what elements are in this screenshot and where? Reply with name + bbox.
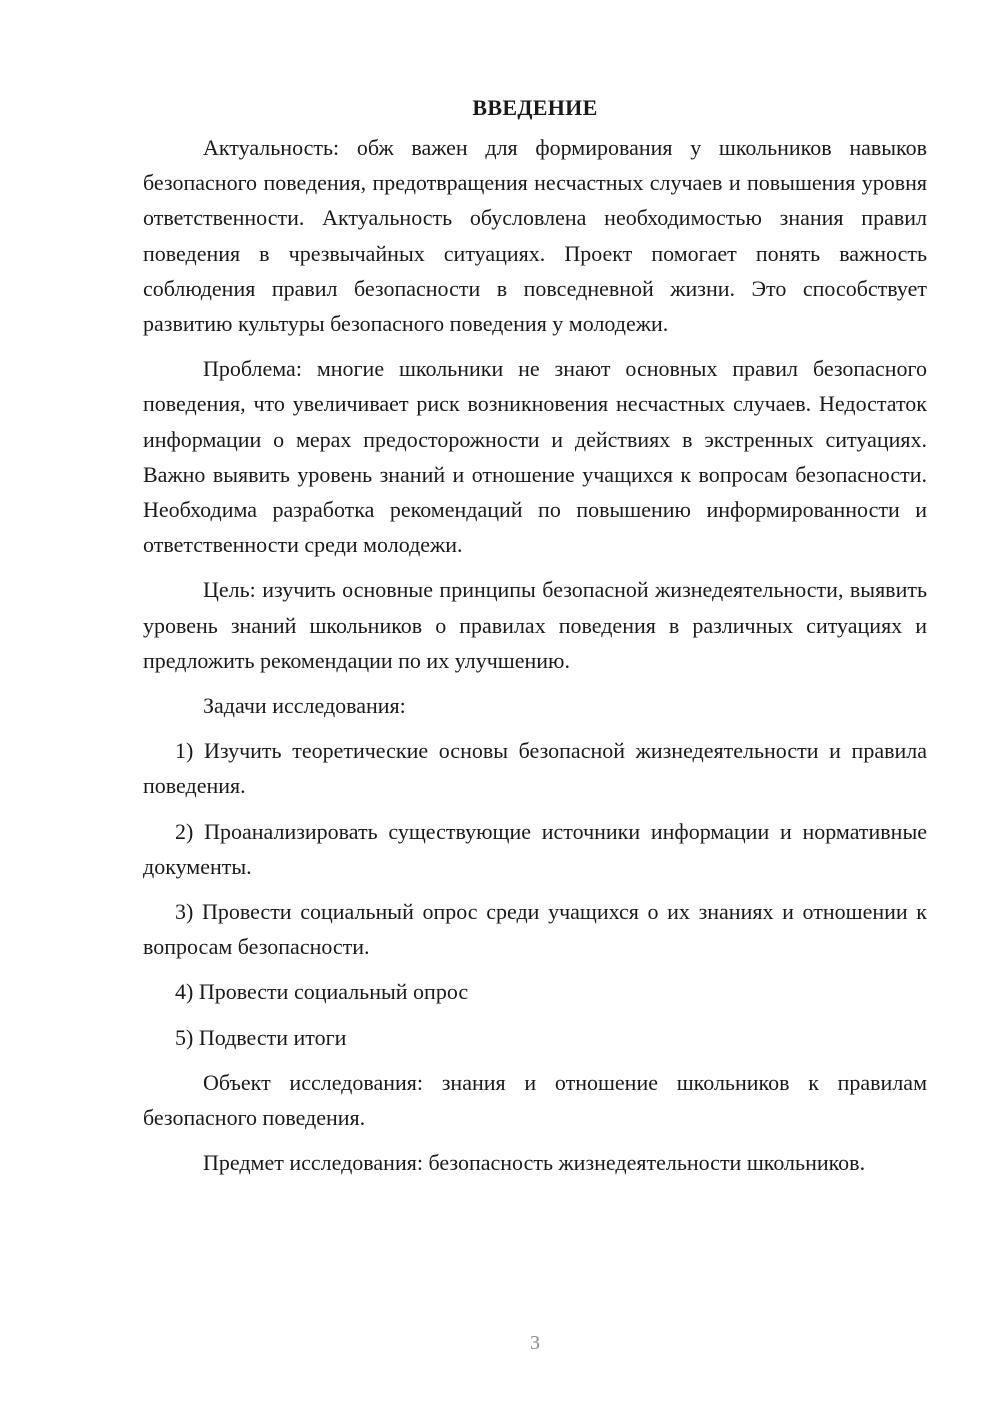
paragraph-problem: Проблема: многие школьники не знают основных правил безопасного поведения, что увеличивает риск возникновения несчастных случаев. Недостаток информации о мерах предосторожности и действиях в экстренных ситуациях. Важно выявить уровень знаний и отношение учащихся к вопросам безопасности. Необходима разработка рекомендаций по повышению информированности и ответственности среди молодежи. [143, 356, 927, 558]
paragraph-tasks-heading: Задачи исследования: [203, 693, 406, 719]
paragraph-relevance: Актуальность: обж важен для формирования у школьников навыков безопасного поведения, предотвращения несчастных случаев и повышения уровня ответственности. Актуальность обусловлена необходимостью знания правил поведения в чрезвычайных ситуациях. Проект помогает понять важность соблюдения правил безопасности в повседневной жизни. Это способствует развитию культуры безопасного поведения у молодежи. [143, 135, 927, 337]
task-item-2: 2) Проанализировать существующие источники информации и нормативные документы. [143, 818, 927, 879]
paragraph-goal: Цель: изучить основные принципы безопасной жизнедеятельности, выявить уровень знаний школьников о правилах поведения в различных ситуациях и предложить рекомендации по их улучшению. [143, 577, 927, 673]
paragraph-subject: Предмет исследования: безопасность жизнедеятельности школьников. [203, 1150, 866, 1176]
document-page [143, 90, 927, 1190]
task-item-4: 4) Провести социальный опрос [175, 979, 469, 1005]
section-heading: ВВЕДЕНИЕ [472, 95, 598, 120]
paragraph-object: Объект исследования: знания и отношение школьников к правилам безопасного поведения. [143, 1069, 927, 1131]
task-item-5: 5) Подвести итоги [175, 1024, 347, 1050]
task-item-1: 1) Изучить теоретические основы безопасной жизнедеятельности и правила поведения. [143, 738, 927, 799]
page-number: 3 [530, 1332, 540, 1354]
task-item-3: 3) Провести социальный опрос среди учащихся о их знаниях и отношении к вопросам безопасности. [143, 899, 927, 960]
